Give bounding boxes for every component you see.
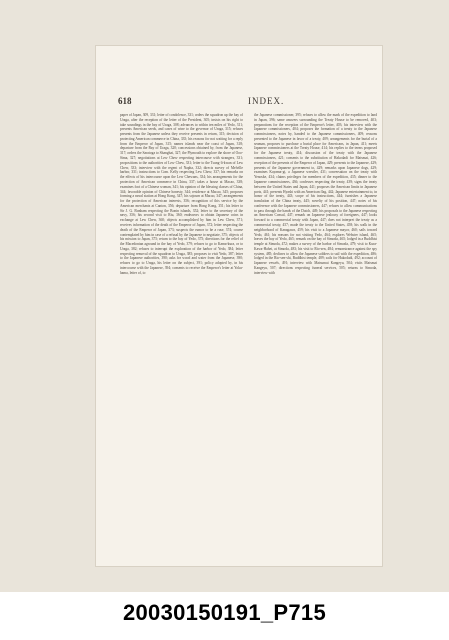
running-head: INDEX. [248,96,285,106]
index-column-right: the Japanese commissioner, 395; refuses to allow the mark of the expedition to land in Japan, 396; same answers surrounding the Treaty House to be removed, 403; preparations for the reception of the Emperor's letter, 403; his interview with the Japanese commissioners, 404; proposes the formation of a treaty to the Japanese commissioners, notes by, handed to the Japanese commissioners, 409; reasons presented to the Japanese in favor of a treaty, 409; arrangements for the burial of a seaman, proposes to purchase a burial place for Americans, in Japan, 411; meets Japanese commissioners at the Treaty House, 414; his replies to the terms proposed for the Japanese treaty, 414; discussion of the treaty with the Japanese commissioners, 421; consents to the substitution of Hakodadi for Matsmai, 426; reception of the presents of the Emperor of Japan, 429; presents to the Japanese, 429; presents of the Japanese government to, 429; remarks upon Japanese dogs, 429; examines Kayama-gi, a Japanese wrestler, 431; conversation on the treaty with Yenoske, 434; claims privileges for members of the expedition, 435; dinner to the Japanese commissioners, 436; confesses respecting the treaty, 439; signs the treaty between the United States and Japan, 441; proposes the American limits in Japanese ports, 441; presents Hyashi with an American flag, 442; Japanese entertainment to, in honor of the treaty, 443; scope of his instructions, 444; furnishes a Japanese translation of the China treaty, 445; novelty of his position, 447; notes of his conference with the Japanese commissioners, 447; refuses to allow communications to pass through the hands of the Dutch, 449; his proposals to the Japanese respecting an American Consul, 447; remark on Japanese jealousy of foreigners, 447; looks forward to a commercial treaty with Japan, 447; does not interpret the treaty as a commercial treaty, 457; made the treaty to the United States, 458; his walk in the neighborhood of Kanagawa, 459; his visit to a Japanese mayor, 460; sails toward Yedo, 461; his reasons for not visiting Yedo, 464; explores Webster island, 465; leaves the bay of Yedo, 465; remark on the bay of Simoda, 465; lodged in a Buddhist temple at Simoda, 472; makes a survey of the harbor of Simoda, 479; visit to Kura-Kawa-Hahei, at Simoda, 483; his visit to Rio-sen, 484; remonstrance against the spy system, 485; declines to allow the Japanese soldiers to sail with the expedition, 486; lodged in the Rio-sen-shi, Buddhist temple, 489; sails for Hakodadi, 492; account of Japanese vessels, 491; interview with Matsumai Kangeyu, 504; visits Matsmai Kangeyu, 507; directions respecting funeral services, 505; returns to Simoda, interview with [254,113,377,275]
page-number: 618 [118,96,132,106]
scan-label: 20030150191_P715 [122,600,326,625]
page-header [118,96,378,108]
index-column-left: paper of Japan, 309, 331; letter of condolence, 331; orders the squadron up the bay of Uraga, after the reception of the letter of the President, 305; insists on his right to take soundings in the bay of Uraga, 308; advances to within ten miles of Yedo, 311; presents American seeds, and cases of wine to the governor of Uraga, 315; refuses presents from the Japanese unless they receive presents in return, 315; decision of protecting American commerce in China, 335; his reasons for not waiting for a reply from the Emperor of Japan, 315; names islands near the coast of Japan, 318; departure from the Bay of Uraga, 320; concessions obtained by, from the Japanese, 317; orders the Saratoga to Shanghai, 327; the Plymouth to explore the shore of Ooo-Sima, 327; negotiations at Lew Chew respecting intercourse with strangers, 331; propositions to the authorities of Lew Chew, 331; letter to the Tsung-li-kwan of Lew Chew, 333; interview with the regent of Napha, 332; directs survey of Melville harbor, 331; instructions to Com. Kelly respecting Lew Chew, 337; his remarks on the effects of his intercourse upon the Lew Chewans, 334; his arrangements for the protection of American commerce in China, 337; takes a house at Macao, 338; examines foot of a Chinese woman, 341; his opinion of the blessing classes of China, 344; favorable opinion of Chinese honesty, 344; residence at Macao, 345; proposes forming a naval station at Hong Kong, 347; his sojourn at Macao, 347; arrangements for the protection of American interests, 356; recognition of this service by the American merchants at Canton, 356; departure from Hong Kong, 351; his letter to Sir J. G. Bonham respecting the Bonin islands, 352; letter to the secretary of the navy, 356; his second visit to Riu, 360; endeavors to obtain Japanese coins in exchange at Lew Chew, 360; objects accomplished by him in Lew Chew, 371; receives information of the death of the Emperor of Japan, 372; letter respecting the death of the Emperor of Japan, 373; suspects the rumor to be a ruse, 374; course contemplated by him in case of a refusal by the Japanese to negotiate, 375; objects of his mission to Japan, 375; return to the bay of Yedo, 375; directions for the relief of the Macedonian aground in the bay of Yedo, 379; refuses to go to Kama-kura, or to Uraga, 382; refuses to interrupt the exploration of the harbor of Yedo, 384; letter respecting removal of the squadron to Uraga, 385; proposes to visit Yedo, 387; letter to the Japanese authorities, 390; asks for wood and water from the Japanese, 390; refuses to go to Uraga, his letter on the subject, 391; policy adopted by, in his intercourse with the Japanese, 394; consents to receive the Emperor's letter at Yoku-hama, letter of, to [120,113,243,275]
